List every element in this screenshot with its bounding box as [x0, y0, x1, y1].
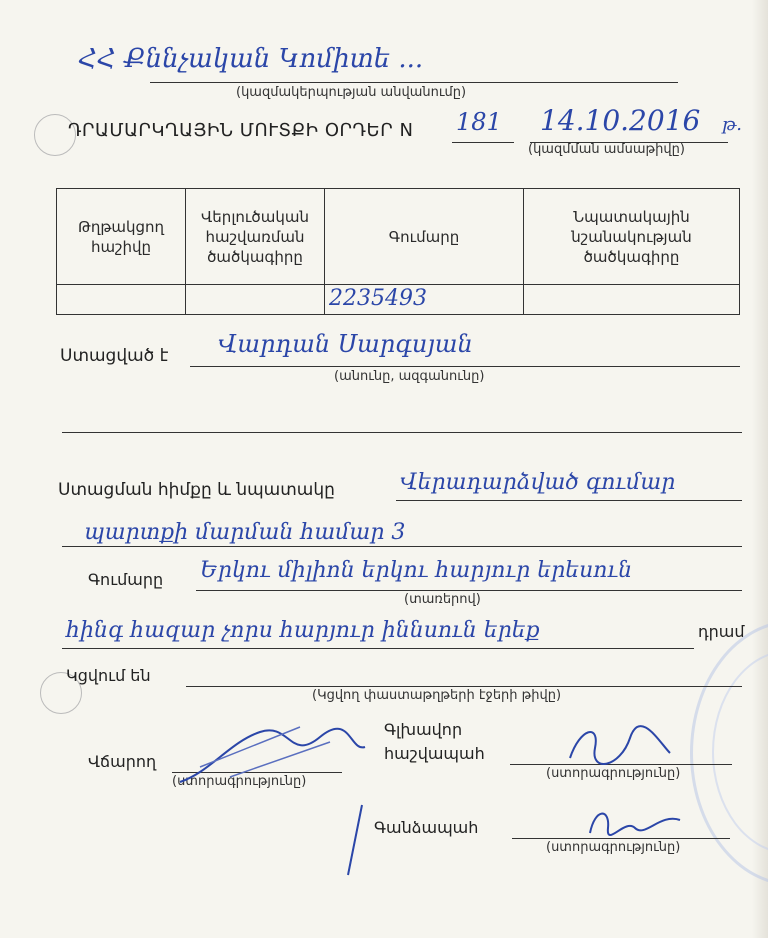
payer-caption: (ստորագրությունը)	[172, 774, 307, 789]
cell-analytic-code	[186, 285, 325, 315]
attached-line	[186, 686, 742, 687]
payer-label: Վճարող	[88, 752, 157, 771]
header-amount: Գումարը	[325, 189, 524, 285]
date-suffix: թ.	[722, 114, 742, 135]
received-label: Ստացված է	[60, 346, 169, 366]
basis-label: Ստացման հիմքը և նպատակը	[58, 480, 335, 500]
header-purpose-code: Նպատակային նշանակության ծածկագիրը	[524, 189, 740, 285]
header-analytic-code: Վերլուծական հաշվառման ծածկագիրը	[186, 189, 325, 285]
order-number-value: 181	[456, 108, 502, 136]
attached-label: Կցվում են	[66, 666, 151, 685]
basis-line-2	[62, 546, 742, 547]
amount-words-label: Գումարը	[88, 570, 164, 589]
cashier-signature	[580, 798, 700, 848]
amount-unit: դրամ	[698, 622, 745, 641]
amount-words-value-1: Երկու միլիոն երկու հարյուր երեսուն	[200, 558, 633, 583]
order-number-line	[452, 142, 514, 143]
amount-words-line-2	[62, 648, 694, 649]
order-table	[56, 188, 740, 315]
cell-corresponding-account	[57, 285, 186, 315]
amount-words-caption: (տառերով)	[404, 592, 481, 607]
cashier-label: Գանձապահ	[374, 818, 479, 837]
received-caption: (անունը, ազգանունը)	[334, 369, 485, 384]
amount-digits: 2235493	[329, 286, 427, 311]
document-title: ԴՐԱՄԱՐԿՂԱՅԻՆ ՄՈՒՏՔԻ ՕՐԴԵՐ N	[68, 120, 414, 141]
chief-label-1: Գլխավոր	[384, 720, 463, 739]
received-value: Վարդան Սարգսյան	[218, 330, 473, 358]
cashier-slash-mark	[340, 800, 370, 880]
payer-signature	[170, 712, 370, 792]
org-name-line	[150, 82, 678, 83]
org-name-caption: (կազմակերպության անվանումը)	[236, 85, 467, 100]
basis-value-1: Վերադարձված գումար	[400, 470, 676, 495]
chief-label-2: հաշվապահ	[384, 744, 485, 763]
basis-line-1	[396, 500, 742, 501]
date-value: 14.10.2016	[540, 104, 701, 137]
cashier-caption: (ստորագրությունը)	[546, 840, 681, 855]
date-caption: (կազմման ամսաթիվը)	[528, 142, 685, 157]
cell-amount	[325, 285, 524, 315]
cell-purpose-code	[524, 285, 740, 315]
org-name-handwritten: ՀՀ Քննչական Կոմիտե ...	[78, 44, 424, 74]
chief-signature	[560, 718, 680, 774]
basis-value-2: պարտքի մարման համար 3	[84, 520, 406, 545]
amount-words-value-2: հինգ հազար չորս հարյուր իննսուն երեք	[66, 618, 540, 643]
attached-caption: (Կցվող փաստաթղթերի էջերի թիվը)	[312, 688, 562, 703]
header-corresponding-account: Թղթակցող հաշիվը	[57, 189, 186, 285]
received-line	[190, 366, 740, 367]
chief-caption: (ստորագրությունը)	[546, 766, 681, 781]
amount-words-line-1	[196, 590, 742, 591]
received-extra-line	[62, 432, 742, 433]
